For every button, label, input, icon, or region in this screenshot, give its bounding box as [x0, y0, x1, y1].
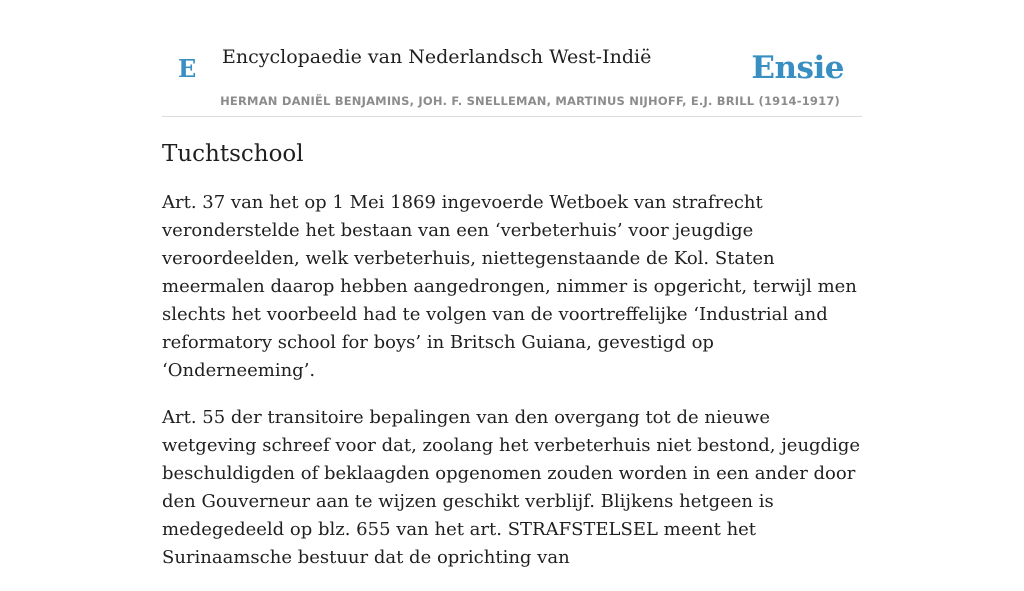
book-title[interactable]: Encyclopaedie van Nederlandsch West-Indië: [222, 46, 652, 68]
paragraph: Art. 55 der transitoire bepalingen van den overgang tot de nieuwe wetgeving schreef voor dat, zoolang het verbeterhuis niet bestond, jeugdige beschuldigden of beklaagden opgenomen zouden worden in een ander door den Gouverneur aan te wijzen geschikt verblijf. Blijkens hetgeen is medegedeeld op blz. 655 van het art. STRAFSTELSEL meent het Surinaamsche bestuur dat de oprichting van: [162, 407, 861, 568]
paragraph: Art. 37 van het op 1 Mei 1869 ingevoerde Wetboek van strafrecht veronderstelde het bestaan van een ‘verbeterhuis’ voor jeugdige veroordeelden, welk verbeterhuis, niettegenstaande de Kol. Staten meermalen daarop hebben aangedrongen, nimmer is opgericht, terwijl men slechts het voorbeeld had te volgen van de voortreffelijke ‘Industrial and reformatory school for boys’ in Britsch Guiana, gevestigd op ‘Onderneeming’.: [162, 192, 857, 381]
page: [162, 0, 862, 591]
brand-logo[interactable]: Ensie: [751, 50, 844, 86]
authors-line: HERMAN DANIËL BENJAMINS, JOH. F. SNELLEMAN, MARTINUS NIJHOFF, E.J. BRILL (1914-1917): [220, 94, 840, 108]
logo-icon[interactable]: E: [178, 54, 197, 83]
header: [162, 0, 862, 117]
entry-title: Tuchtschool: [162, 141, 304, 167]
article-body: [162, 189, 862, 572]
